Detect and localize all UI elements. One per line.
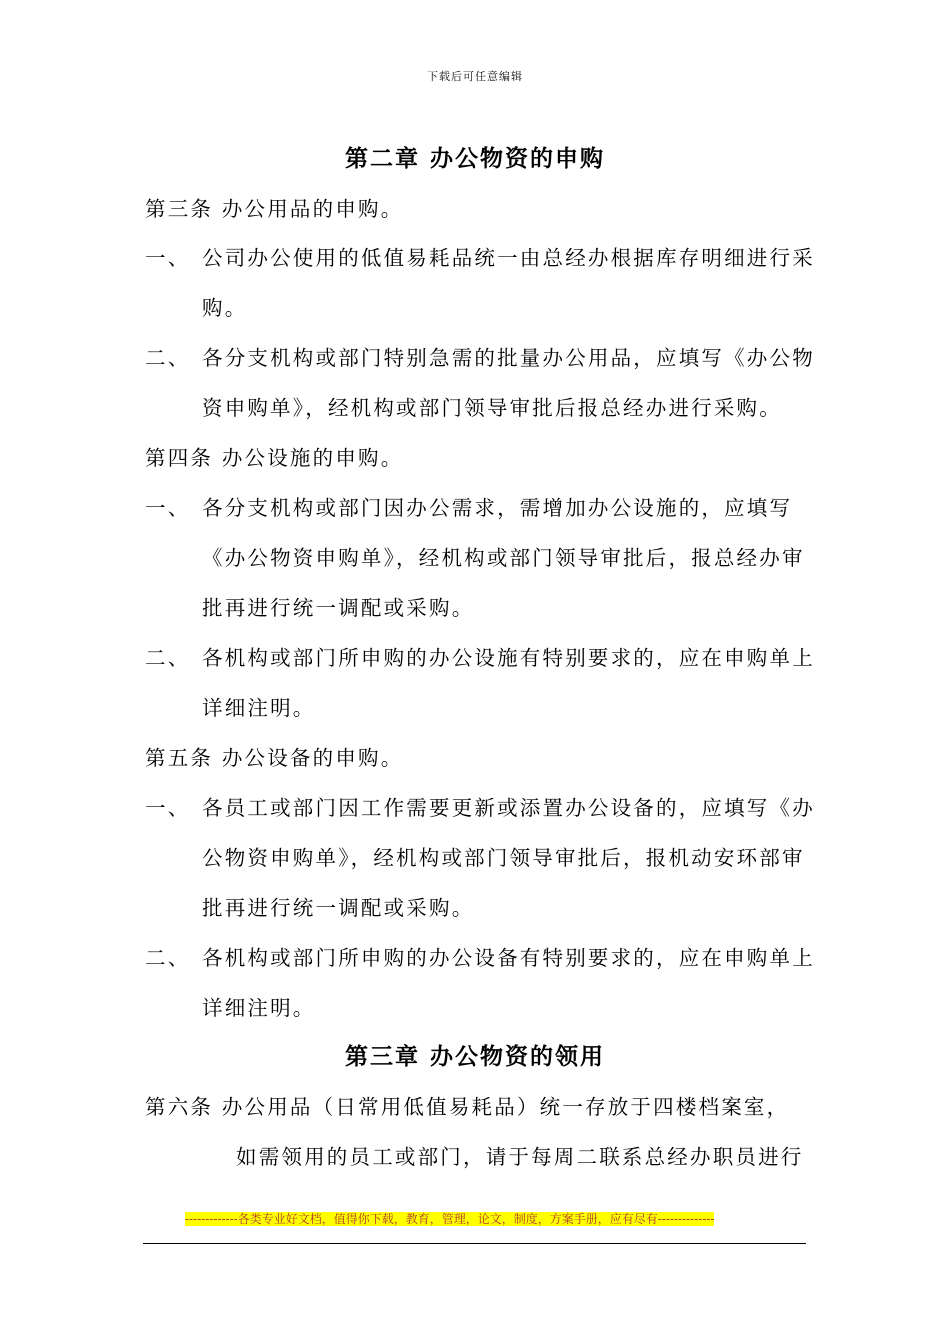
article-4-item-2-number: 二、 (145, 646, 191, 670)
footer-banner (185, 1211, 765, 1227)
header-note: 下载后可任意编辑 (427, 70, 523, 83)
article-5-item-1-line-1: 各员工或部门因工作需要更新或添置办公设备的，应填写《办 (202, 796, 815, 820)
article-5-item-1-line-2: 公物资申购单》，经机构或部门领导审批后，报机动安环部审 (202, 846, 805, 870)
article-3-item-1-line-1: 公司办公使用的低值易耗品统一由总经办根据库存明细进行采 (202, 246, 815, 270)
article-3-item-2-number: 二、 (145, 346, 191, 370)
article-4-item-1-line-1: 各分支机构或部门因办公需求，需增加办公设施的，应填写 (202, 496, 793, 520)
article-3-item-2-line-1: 各分支机构或部门特别急需的批量办公用品，应填写《办公物 (202, 346, 815, 370)
article-4-item-1-line-2: 《办公物资申购单》，经机构或部门领导审批后，报总经办审 (202, 546, 805, 570)
article-5-item-1-number: 一、 (145, 796, 191, 820)
article-3-item-1-line-2: 购。 (202, 296, 248, 320)
article-4-item-1-number: 一、 (145, 496, 191, 520)
article-5-item-1-line-3: 批再进行统一调配或采购。 (202, 896, 475, 920)
article-5-heading: 第五条 办公设备的申购。 (145, 746, 404, 770)
footer-divider (143, 1243, 806, 1244)
article-4-heading: 第四条 办公设施的申购。 (145, 446, 404, 470)
article-6-line-2: 如需领用的员工或部门，请于每周二联系总经办职员进行 (236, 1145, 804, 1169)
article-3-item-2-line-2: 资申购单》，经机构或部门领导审批后报总经办进行采购。 (202, 396, 782, 420)
article-5-item-2-line-1: 各机构或部门所申购的办公设备有特别要求的，应在申购单上 (202, 946, 815, 970)
chapter-3-title: 第三章 办公物资的领用 (344, 1043, 605, 1070)
article-4-item-2-line-1: 各机构或部门所申购的办公设施有特别要求的，应在申购单上 (202, 646, 815, 670)
footer-banner-text: -------------各类专业好文档，值得你下载，教育，管理，论文，制度，方案手册，应有尽有-------------- (185, 1212, 715, 1226)
article-5-item-2-line-2: 详细注明。 (202, 996, 316, 1020)
article-3-heading: 第三条 办公用品的申购。 (145, 197, 404, 221)
article-5-item-2-number: 二、 (145, 946, 191, 970)
article-4-item-1-line-3: 批再进行统一调配或采购。 (202, 596, 475, 620)
chapter-2-title: 第二章 办公物资的申购 (344, 145, 605, 172)
article-3-item-1-number: 一、 (145, 246, 191, 270)
article-6-heading: 第六条 办公用品（日常用低值易耗品）统一存放于四楼档案室， (145, 1095, 790, 1119)
article-4-item-2-line-2: 详细注明。 (202, 696, 316, 720)
